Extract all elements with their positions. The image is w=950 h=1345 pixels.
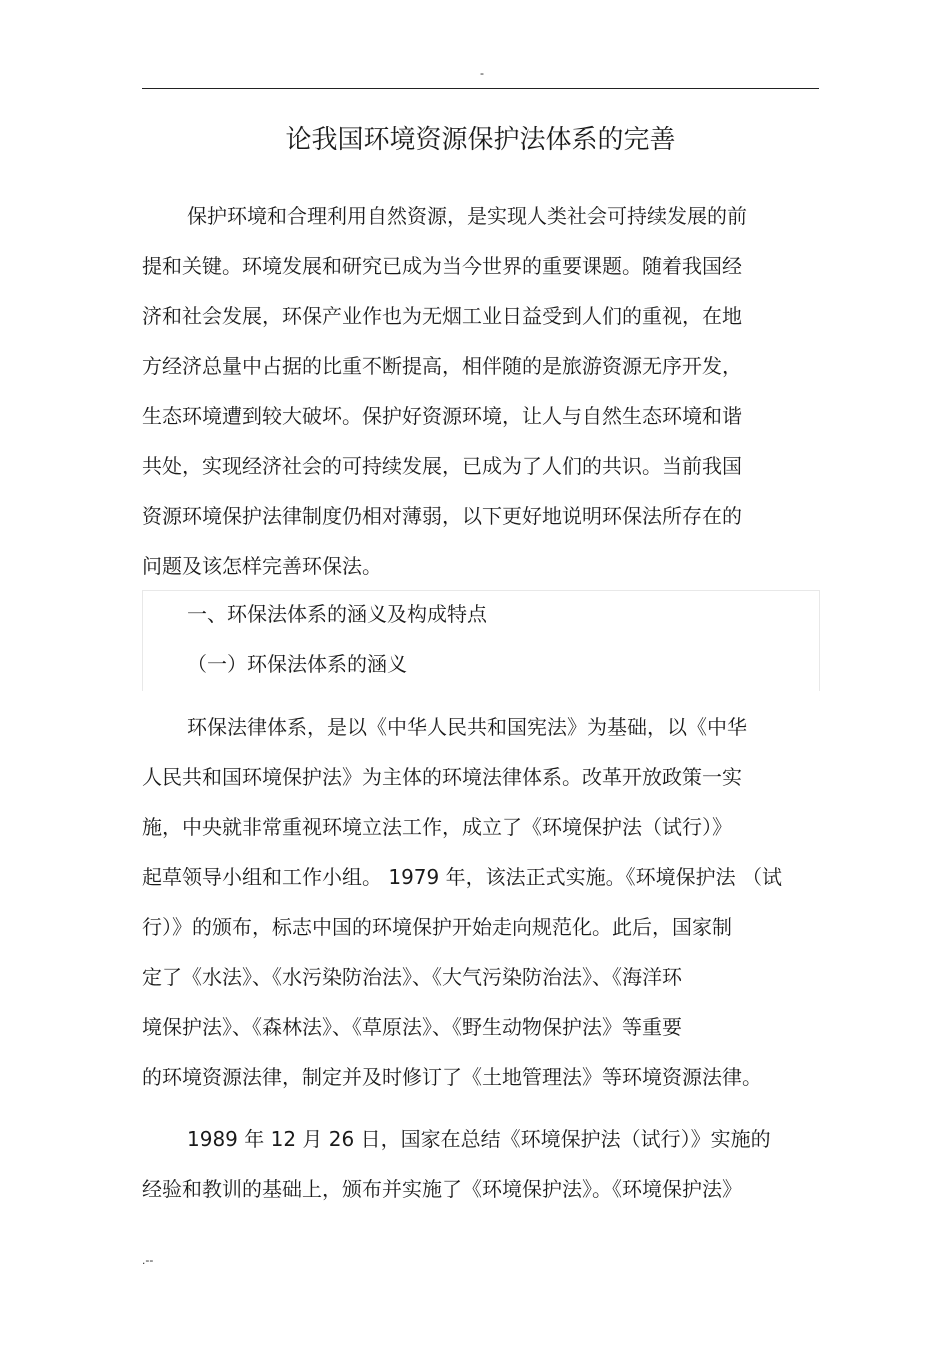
paragraph-line: 提和关键。环境发展和研究已成为当今世界的重要课题。随着我国经 xyxy=(142,254,742,278)
paragraph-line: 施，中央就非常重视环境立法工作，成立了《环境保护法（试行）》 xyxy=(142,815,732,839)
paragraph-line: 境保护法》、《森林法》、《草原法》、《野生动物保护法》等重要 xyxy=(142,1015,682,1039)
paragraph-line: 济和社会发展，环保产业作也为无烟工业日益受到人们的重视，在地 xyxy=(142,304,742,328)
paragraph-line: 资源环境保护法律制度仍相对薄弱，以下更好地说明环保法所存在的 xyxy=(142,504,742,528)
paragraph-line: 共处，实现经济社会的可持续发展，已成为了人们的共识。当前我国 xyxy=(142,454,742,478)
paragraph-line: 的环境资源法律，制定并及时修订了《土地管理法》等环境资源法律。 xyxy=(142,1065,762,1089)
paragraph-line: 问题及该怎样完善环保法。 xyxy=(142,554,382,578)
paragraph-line: 生态环境遭到较大破坏。保护好资源环境，让人与自然生态环境和谐 xyxy=(142,404,742,428)
section-heading: 一、环保法体系的涵义及构成特点 xyxy=(187,602,487,626)
header-mark: - xyxy=(480,66,484,80)
paragraph-line: 起草领导小组和工作小组。 1979 年，该法正式实施。《环境保护法 （试 xyxy=(142,865,782,889)
header-rule xyxy=(142,88,819,89)
paragraph-line: 经验和教训的基础上，颁布并实施了《环境保护法》。《环境保护法》 xyxy=(142,1177,742,1201)
document-title: 论我国环境资源保护法体系的完善 xyxy=(285,125,676,155)
paragraph-line: 方经济总量中占据的比重不断提高，相伴随的是旅游资源无序开发， xyxy=(142,354,742,378)
paragraph-line: 保护环境和合理利用自然资源，是实现人类社会可持续发展的前 xyxy=(187,204,747,228)
subsection-heading: （一）环保法体系的涵义 xyxy=(187,652,407,676)
footer-mark: .-- xyxy=(142,1253,154,1267)
paragraph-line: 人民共和国环境保护法》为主体的环境法律体系。改革开放政策一实 xyxy=(142,765,742,789)
paragraph-line: 1989 年 12 月 26 日，国家在总结《环境保护法（试行）》实施的 xyxy=(187,1127,771,1151)
paragraph-line: 行）》的颁布，标志中国的环境保护开始走向规范化。此后，国家制 xyxy=(142,915,732,939)
paragraph-line: 定了《水法》、《水污染防治法》、《大气污染防治法》、《海洋环 xyxy=(142,965,682,989)
paragraph-line: 环保法律体系，是以《中华人民共和国宪法》为基础，以《中华 xyxy=(187,715,747,739)
